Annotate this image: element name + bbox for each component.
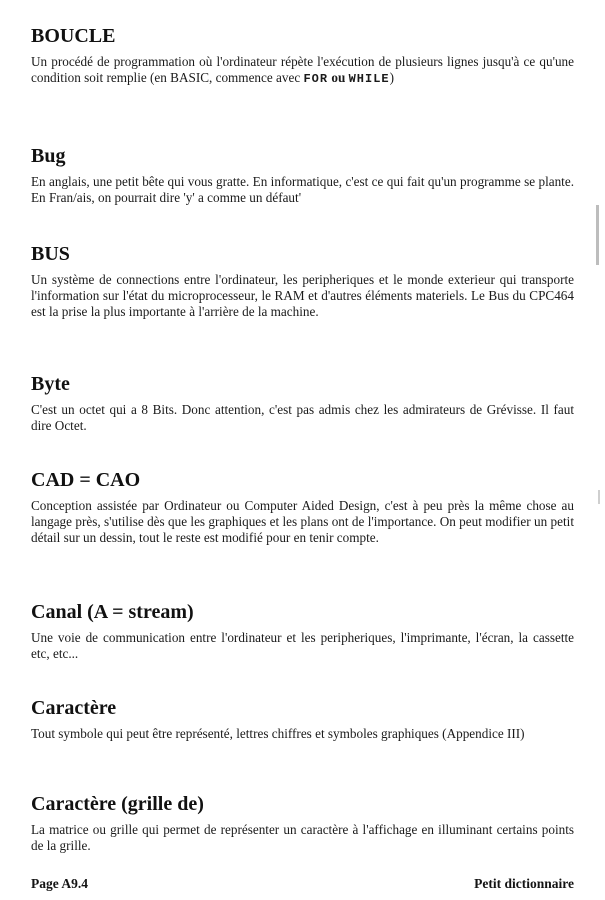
entry-term: Caractère (31, 697, 117, 719)
footer-title: Petit dictionnaire (474, 876, 574, 891)
entry-term: Canal (A = stream) (31, 601, 194, 623)
scan-artifact (596, 205, 599, 265)
entry-definition: En anglais, une petit bête qui vous gratte. En informatique, c'est ce qui fait qu'un programme se plante. En Fran/ais, on pourrait dire 'y' a comme un défaut' (31, 174, 574, 205)
entry-canal (31, 600, 574, 662)
entry-term: Caractère (grille de) (31, 793, 204, 815)
connector-word: ou (331, 70, 346, 85)
entry-term: BOUCLE (31, 25, 116, 47)
entry-definition: Conception assistée par Ordinateur ou Computer Aided Design, c'est à peu près la même chose au langage près, s'utilise dès que les graphiques et les plans ont de l'importance. On peut modifier un petit détail sur un dessin, tout le reste est modifié pour en tenir compte. (31, 498, 574, 545)
keyword-for: FOR (303, 72, 329, 86)
entry-byte (31, 372, 574, 434)
entry-definition (31, 54, 574, 87)
entry-term: Byte (31, 373, 70, 395)
entry-caractere-grille (31, 792, 574, 854)
entry-cad (31, 468, 574, 546)
closing-paren: ) (389, 70, 395, 85)
definition-text: Un procédé de programmation où l'ordinateur répète l'exécution de plusieurs lignes jusqu'à ce qu'une condition soit remplie (en BASIC, commence avec (31, 54, 574, 85)
scan-artifact (598, 490, 600, 504)
entry-definition: La matrice ou grille qui permet de représenter un caractère à l'affichage en illuminant certains points de la grille. (31, 822, 574, 853)
entry-bug (31, 144, 574, 206)
entry-bus (31, 242, 574, 320)
entry-definition: Une voie de communication entre l'ordinateur et les peripheriques, l'imprimante, l'écran, la cassette etc, etc... (31, 630, 574, 661)
entry-caractere (31, 696, 574, 742)
entry-definition: Tout symbole qui peut être représenté, lettres chiffres et symboles graphiques (Appendice III) (31, 726, 525, 741)
entry-boucle (31, 24, 574, 87)
entry-term: Bug (31, 145, 66, 167)
page-footer (31, 876, 574, 892)
entry-definition: C'est un octet qui a 8 Bits. Donc attention, c'est pas admis chez les admirateurs de Grévisse. Il faut dire Octet. (31, 402, 574, 433)
page-number: Page A9.4 (31, 876, 88, 891)
entry-definition: Un système de connections entre l'ordinateur, les peripheriques et le monde exterieur qui transporte l'information sur l'état du microprocesseur, le RAM et d'autres éléments materiels. Le Bus du CPC464 est la prise la plus importante à l'arrière de la machine. (31, 272, 574, 319)
keyword-while: WHILE (348, 72, 390, 86)
entry-term: CAD = CAO (31, 469, 141, 491)
entry-term: BUS (31, 243, 70, 265)
